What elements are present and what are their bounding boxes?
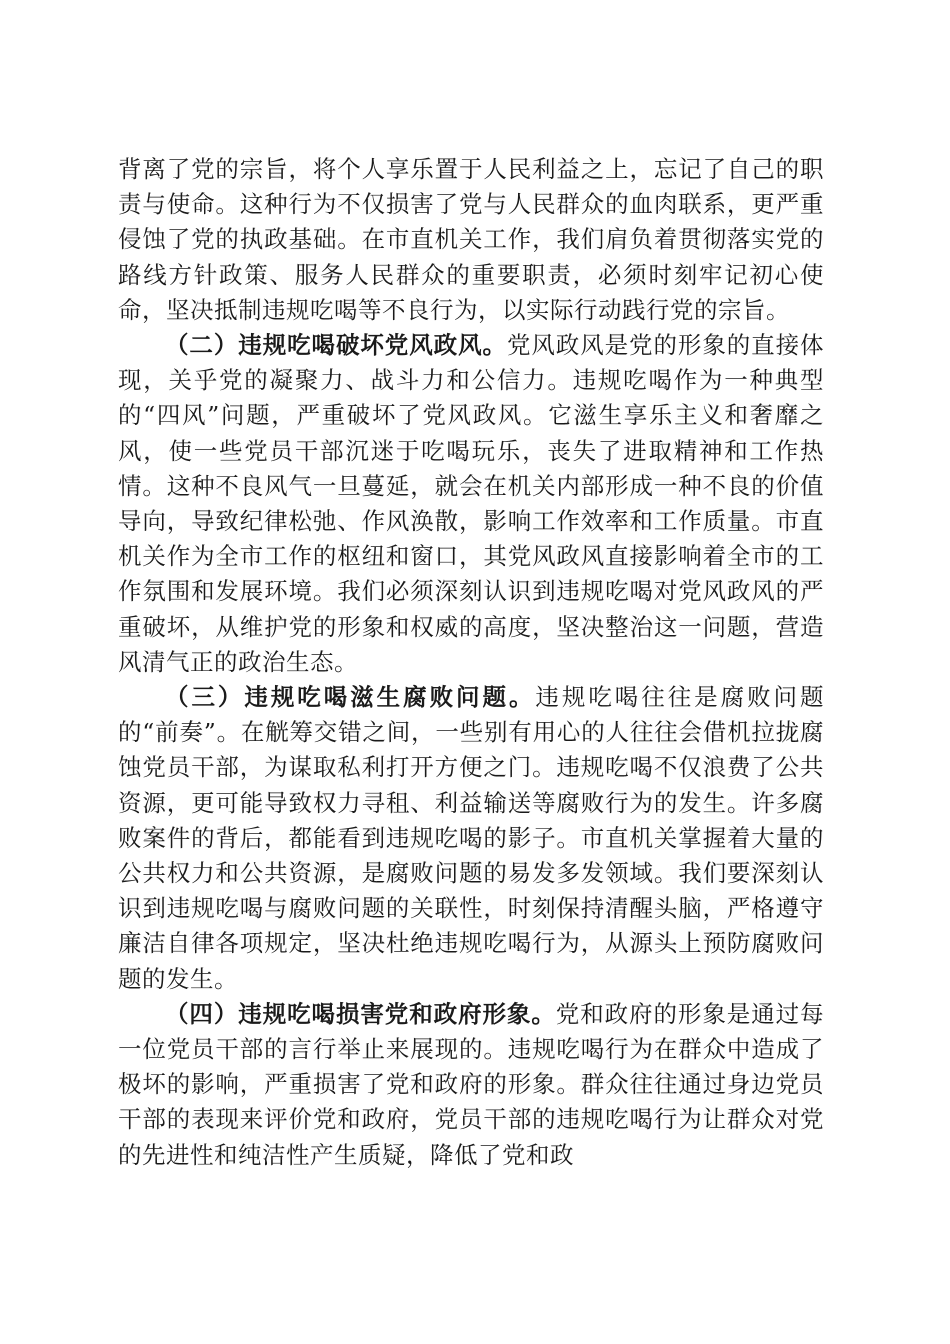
paragraph-body: 违规吃喝往往是腐败问题的“前奏”。在觥筹交错之间，一些别有用心的人往往会借机拉拢腐蚀党员干部，为谋取私利打开方便之门。违规吃喝不仅浪费了公共资源，更可能导致权力寻租、利益输送等腐败行为的发生。许多腐败案件的背后，都能看到违规吃喝的影子。市直机关掌握着大量的公共权力和公共资源，是腐败问题的易发多发领域。我们要深刻认识到违规吃喝与腐败问题的关联性，时刻保持清醒头脑，严格遵守廉洁自律各项规定，坚决杜绝违规吃喝行为，从源头上预防腐败问题的发生。 bbox=[118, 683, 825, 993]
section-heading: （三）违规吃喝滋生腐败问题。 bbox=[165, 683, 536, 712]
document-page bbox=[118, 152, 824, 1173]
paragraph-section-2 bbox=[118, 328, 824, 680]
paragraph-body: 党和政府的形象是通过每一位党员干部的言行举止来展现的。违规吃喝行为在群众中造成了极坏的影响，严重损害了党和政府的形象。群众往往通过身边党员干部的表现来评价党和政府，党员干部的违规吃喝行为让群众对党的先进性和纯洁性产生质疑，降低了党和政 bbox=[118, 999, 825, 1169]
section-heading: （二）违规吃喝破坏党风政风。 bbox=[165, 331, 507, 360]
paragraph-body: 背离了党的宗旨，将个人享乐置于人民利益之上，忘记了自己的职责与使命。这种行为不仅损害了党与人民群众的血肉联系，更严重侵蚀了党的执政基础。在市直机关工作，我们肩负着贯彻落实党的路线方针政策、服务人民群众的重要职责，必须时刻牢记初心使命，坚决抵制违规吃喝等不良行为，以实际行动践行党的宗旨。 bbox=[118, 155, 824, 324]
section-heading: （四）违规吃喝损害党和政府形象。 bbox=[165, 999, 556, 1028]
paragraph-section-4 bbox=[118, 997, 824, 1173]
paragraph-body: 党风政风是党的形象的直接体现，关乎党的凝聚力、战斗力和公信力。违规吃喝作为一种典型的“四风”问题，严重破坏了党风政风。它滋生享乐主义和奢靡之风，使一些党员干部沉迷于吃喝玩乐，丧失了进取精神和工作热情。这种不良风气一旦蔓延，就会在机关内部形成一种不良的价值导向，导致纪律松弛、作风涣散，影响工作效率和工作质量。市直机关作为全市工作的枢纽和窗口，其党风政风直接影响着全市的工作氛围和发展环境。我们必须深刻认识到违规吃喝对党风政风的严重破坏，从维护党的形象和权威的高度，坚决整治这一问题，营造风清气正的政治生态。 bbox=[118, 331, 825, 676]
paragraph-section-3 bbox=[118, 680, 824, 997]
paragraph-continuation bbox=[118, 152, 824, 328]
